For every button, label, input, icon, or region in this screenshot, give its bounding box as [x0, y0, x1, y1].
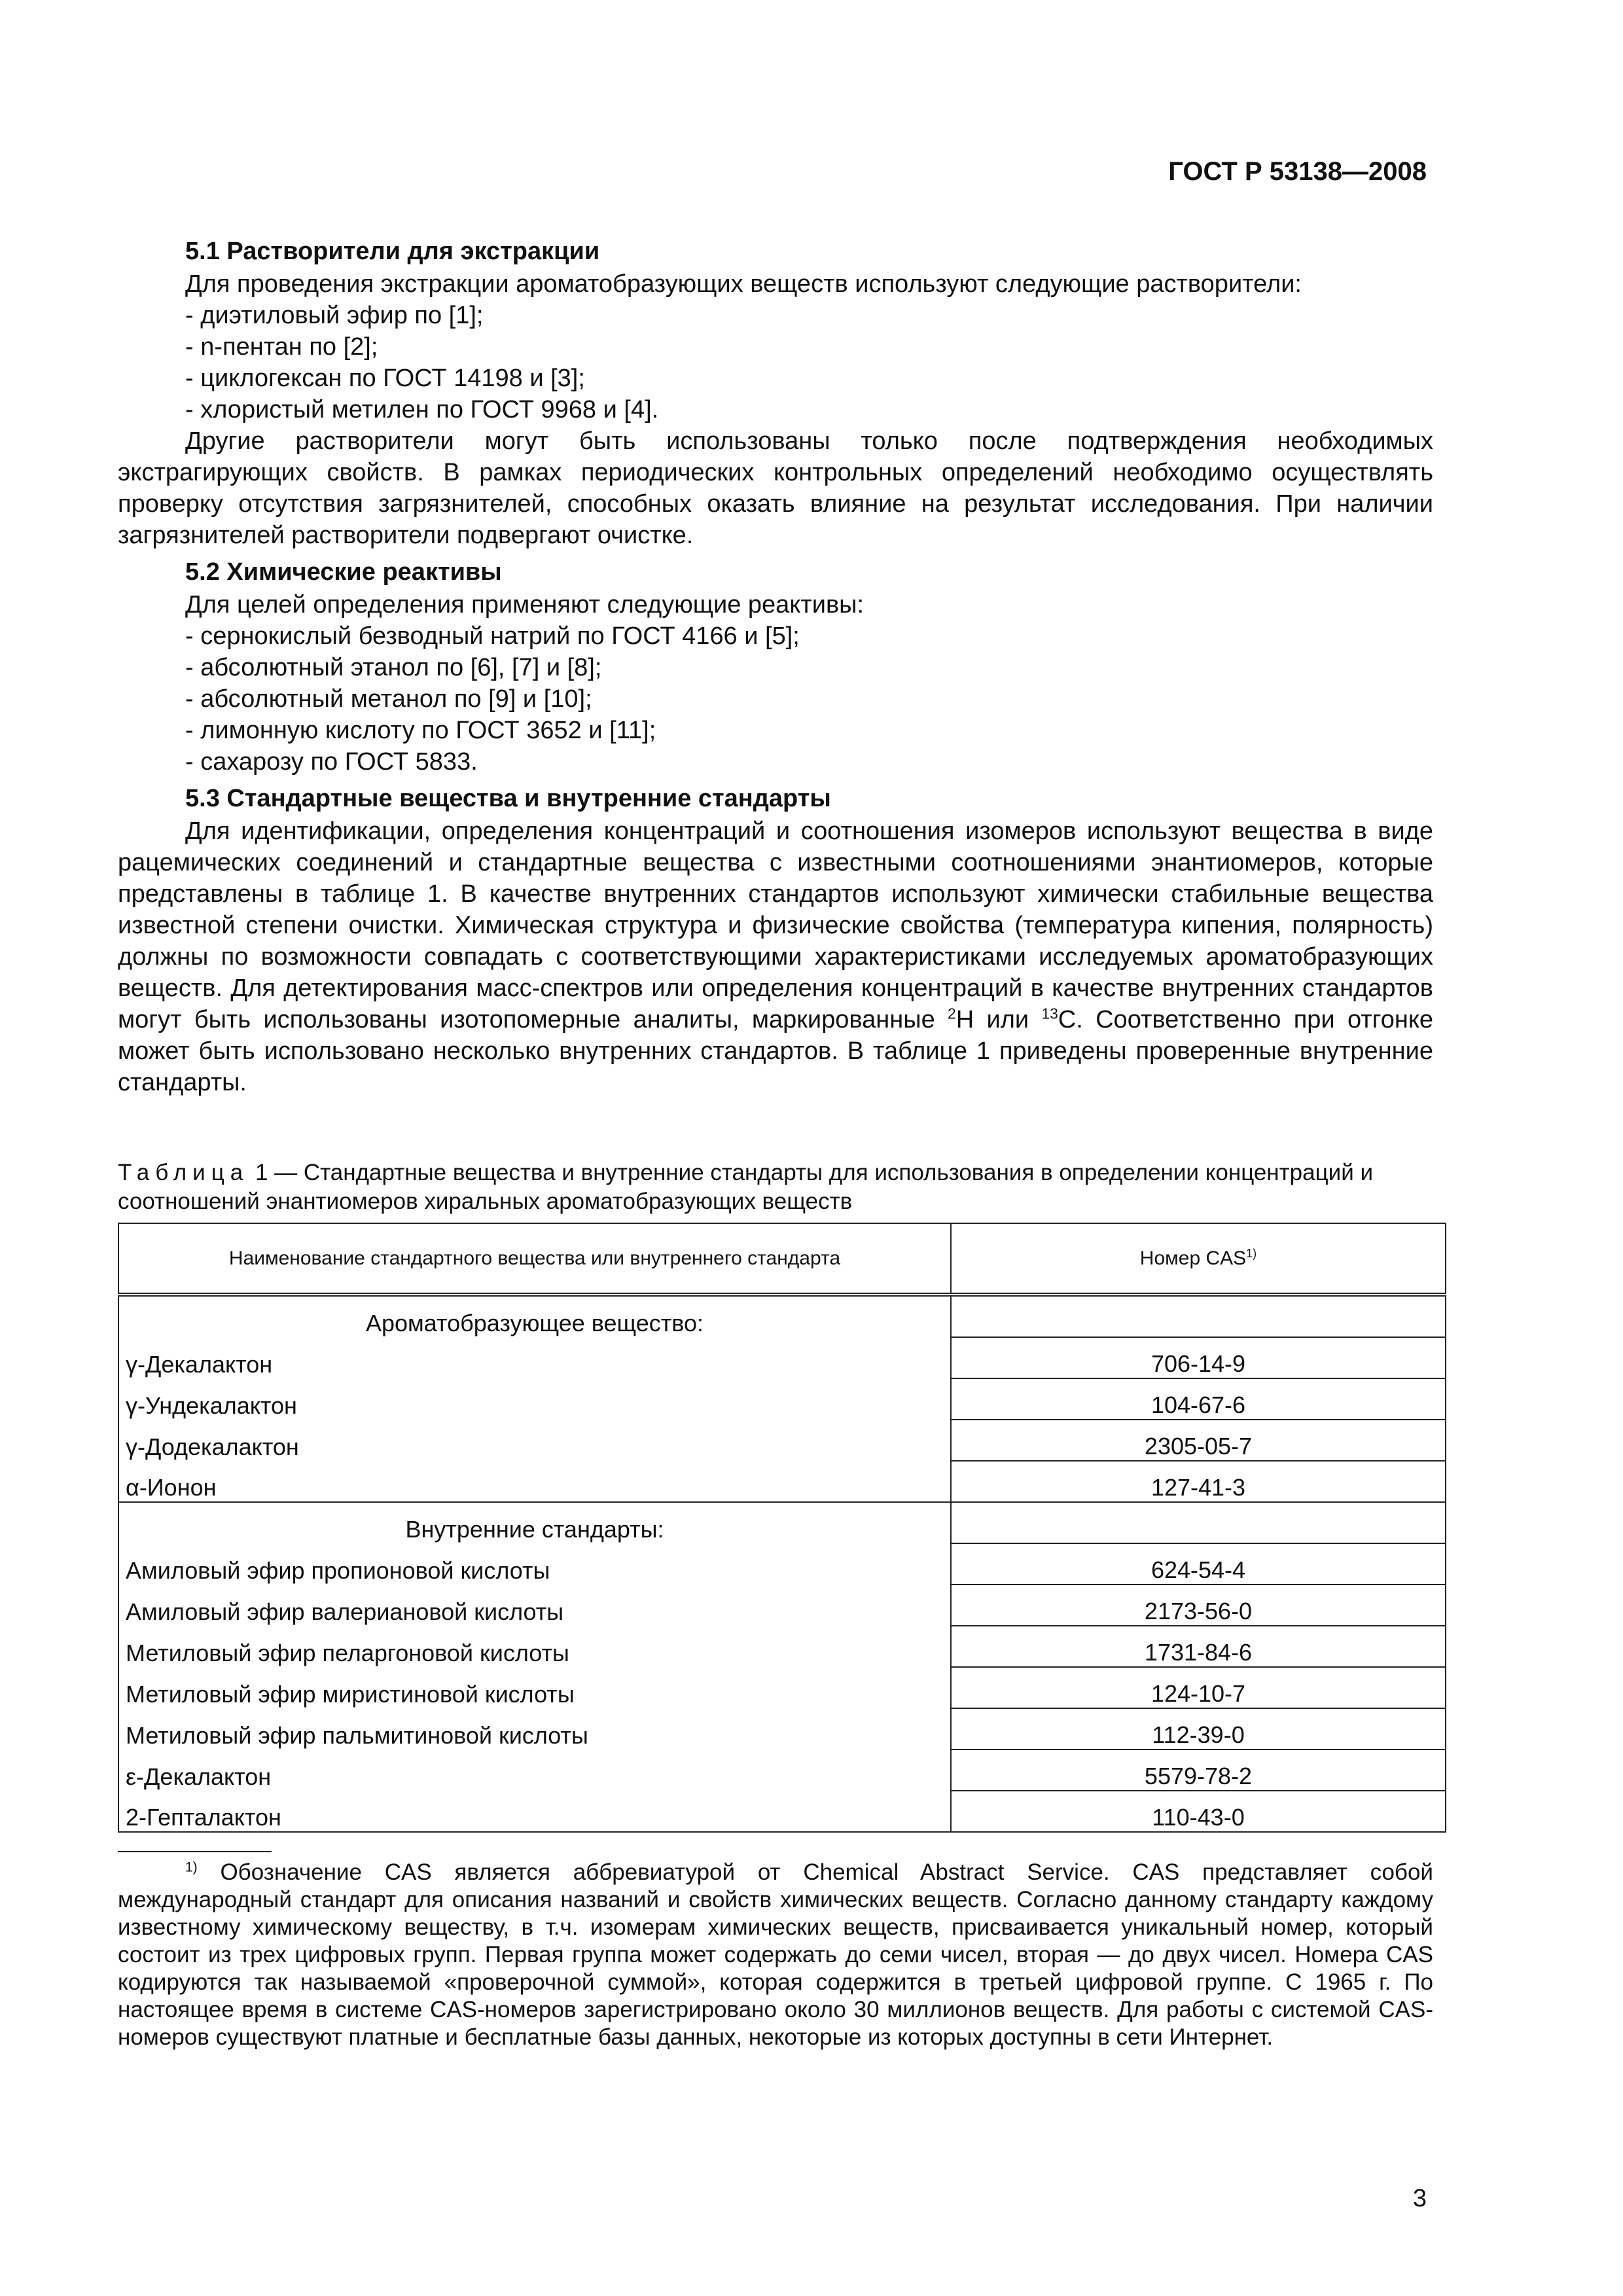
column-header-name: Наименование стандартного вещества или внутреннего стандарта: [118, 1223, 951, 1295]
table-caption-text: 1 — Стандартные вещества и внутренние стандарты для использования в определении концентраций и соотношений энантиомеров хиральных ароматобразующих веществ: [118, 1160, 1374, 1214]
column-header-cas: Номер CAS$^{1)}$: [951, 1223, 1446, 1295]
body-text: [118, 236, 1433, 1098]
footnote: [118, 1859, 1433, 2051]
table-cell-cas: 2305-05-7: [951, 1420, 1446, 1461]
table-cell-name: γ-Ундекалактон: [118, 1378, 951, 1420]
table-cell-name: Амиловый эфир пропионовой кислоты: [118, 1543, 951, 1585]
table-cell-name: 2-Гепталактон: [118, 1791, 951, 1832]
table-cell-name: Метиловый эфир пеларгоновой кислоты: [118, 1626, 951, 1667]
footnote-marker: 1): [185, 1859, 198, 1875]
list-item: - циклогексан по ГОСТ 14198 и [3];: [185, 365, 585, 392]
standards-table: [118, 1223, 1446, 1833]
table-cell-cas: 104-67-6: [951, 1378, 1446, 1420]
section-intro: Для проведения экстракции ароматобразующих веществ используют следующие растворители:: [185, 270, 1302, 298]
table-cell-name: α-Ионон: [118, 1461, 951, 1502]
table-cell-name: γ-Декалактон: [118, 1337, 951, 1378]
list-item: - абсолютный метанол по [9] и [10];: [185, 685, 592, 713]
list-item: - лимонную кислоту по ГОСТ 3652 и [11];: [185, 717, 656, 744]
table-cell-name: ε-Декалактон: [118, 1749, 951, 1791]
table-cell-cas: 2173-56-0: [951, 1585, 1446, 1626]
document-id: ГОСТ Р 53138—2008: [1168, 157, 1427, 186]
table-caption-word: Таблица: [118, 1160, 249, 1185]
table-caption: [118, 1158, 1433, 1216]
section-intro: Для целей определения применяют следующие реактивы:: [185, 591, 865, 619]
list-item: - сернокислый безводный натрий по ГОСТ 4166 и [5];: [185, 622, 800, 650]
table-cell-name: Метиловый эфир миристиновой кислоты: [118, 1667, 951, 1708]
table-cell-cas: 127-41-3: [951, 1461, 1446, 1502]
table-cell-cas: 110-43-0: [951, 1791, 1446, 1832]
table-cell-cas: 1731-84-6: [951, 1626, 1446, 1667]
table-cell-cas: 112-39-0: [951, 1708, 1446, 1749]
list-item: - диэтиловый эфир по [1];: [185, 302, 484, 329]
table-cell-name: γ-Додекалактон: [118, 1420, 951, 1461]
list-item: - сахарозу по ГОСТ 5833.: [185, 748, 478, 776]
list-item: - хлористый метилен по ГОСТ 9968 и [4].: [185, 396, 659, 423]
table-cell-name: Амиловый эфир валериановой кислоты: [118, 1585, 951, 1626]
paragraph: Для идентификации, определения концентраций и соотношения изомеров используют вещества в виде рацемических соединений и стандартные вещества с известными соотношениями энантиомеров, которые представлены в таблице 1. В качестве внутренних стандартов используют химически стабильные вещества известной степени очистки. Химическая структура и физические свойства (температура кипения, полярность) должны по возможности совпадать с соответствующими характеристиками исследуемых ароматобразующих веществ. Для детектирования масс-спектров или определения концентраций в качестве внутренних стандартов могут быть использованы изотопомерные аналиты, маркированные $^2$H или $^{13}$C. Соответственно при отгонке может быть использовано несколько внутренних стандартов. В таблице 1 приведены проверенные внутренние стандарты.: [118, 817, 1434, 1096]
group-label: Ароматобразующее вещество:: [118, 1295, 951, 1337]
paragraph: Другие растворители могут быть использованы только после подтверждения необходимых экстрагирующих свойств. В рамках периодических контрольных определений необходимо осуществлять проверку отсутствия загрязнителей, способных оказать влияние на результат исследования. При наличии загрязнителей растворители подвергают очистке.: [118, 427, 1433, 549]
section-title-5-2: 5.2 Химические реактивы: [185, 558, 502, 586]
footnote-text: Обозначение CAS является аббревиатурой от Chemical Abstract Service. CAS представляет собой международный стандарт для описания названий и свойств химических веществ. Согласно данному стандарту каждому известному химическому веществу, в т.ч. изомерам химических веществ, присваивается уникальный номер, который состоит из трех цифровых групп. Первая группа может содержать до семи чисел, вторая — до двух чисел. Номера CAS кодируются так называемой «проверочной суммой», которая содержится в третьей цифровой группе. С 1965 г. По настоящее время в системе CAS-номеров зарегистрировано около 30 миллионов веществ. Для работы с системой CAS-номеров существуют платные и бесплатные базы данных, некоторые из которых доступны в сети Интернет.: [118, 1859, 1433, 2050]
table-cell-name: Метиловый эфир пальмитиновой кислоты: [118, 1708, 951, 1749]
footnote-divider: [118, 1851, 272, 1852]
list-item: - n-пентан по [2];: [185, 333, 378, 361]
table-cell-cas: 5579-78-2: [951, 1749, 1446, 1791]
table-cell-cas: 706-14-9: [951, 1337, 1446, 1378]
page-number: 3: [1412, 2185, 1427, 2212]
section-title-5-1: 5.1 Растворители для экстракции: [185, 238, 600, 265]
table-cell-cas: 624-54-4: [951, 1543, 1446, 1585]
group-label: Внутренние стандарты:: [118, 1502, 951, 1543]
section-title-5-3: 5.3 Стандартные вещества и внутренние стандарты: [185, 785, 831, 812]
list-item: - абсолютный этанол по [6], [7] и [8];: [185, 654, 602, 681]
table-cell-cas: 124-10-7: [951, 1667, 1446, 1708]
